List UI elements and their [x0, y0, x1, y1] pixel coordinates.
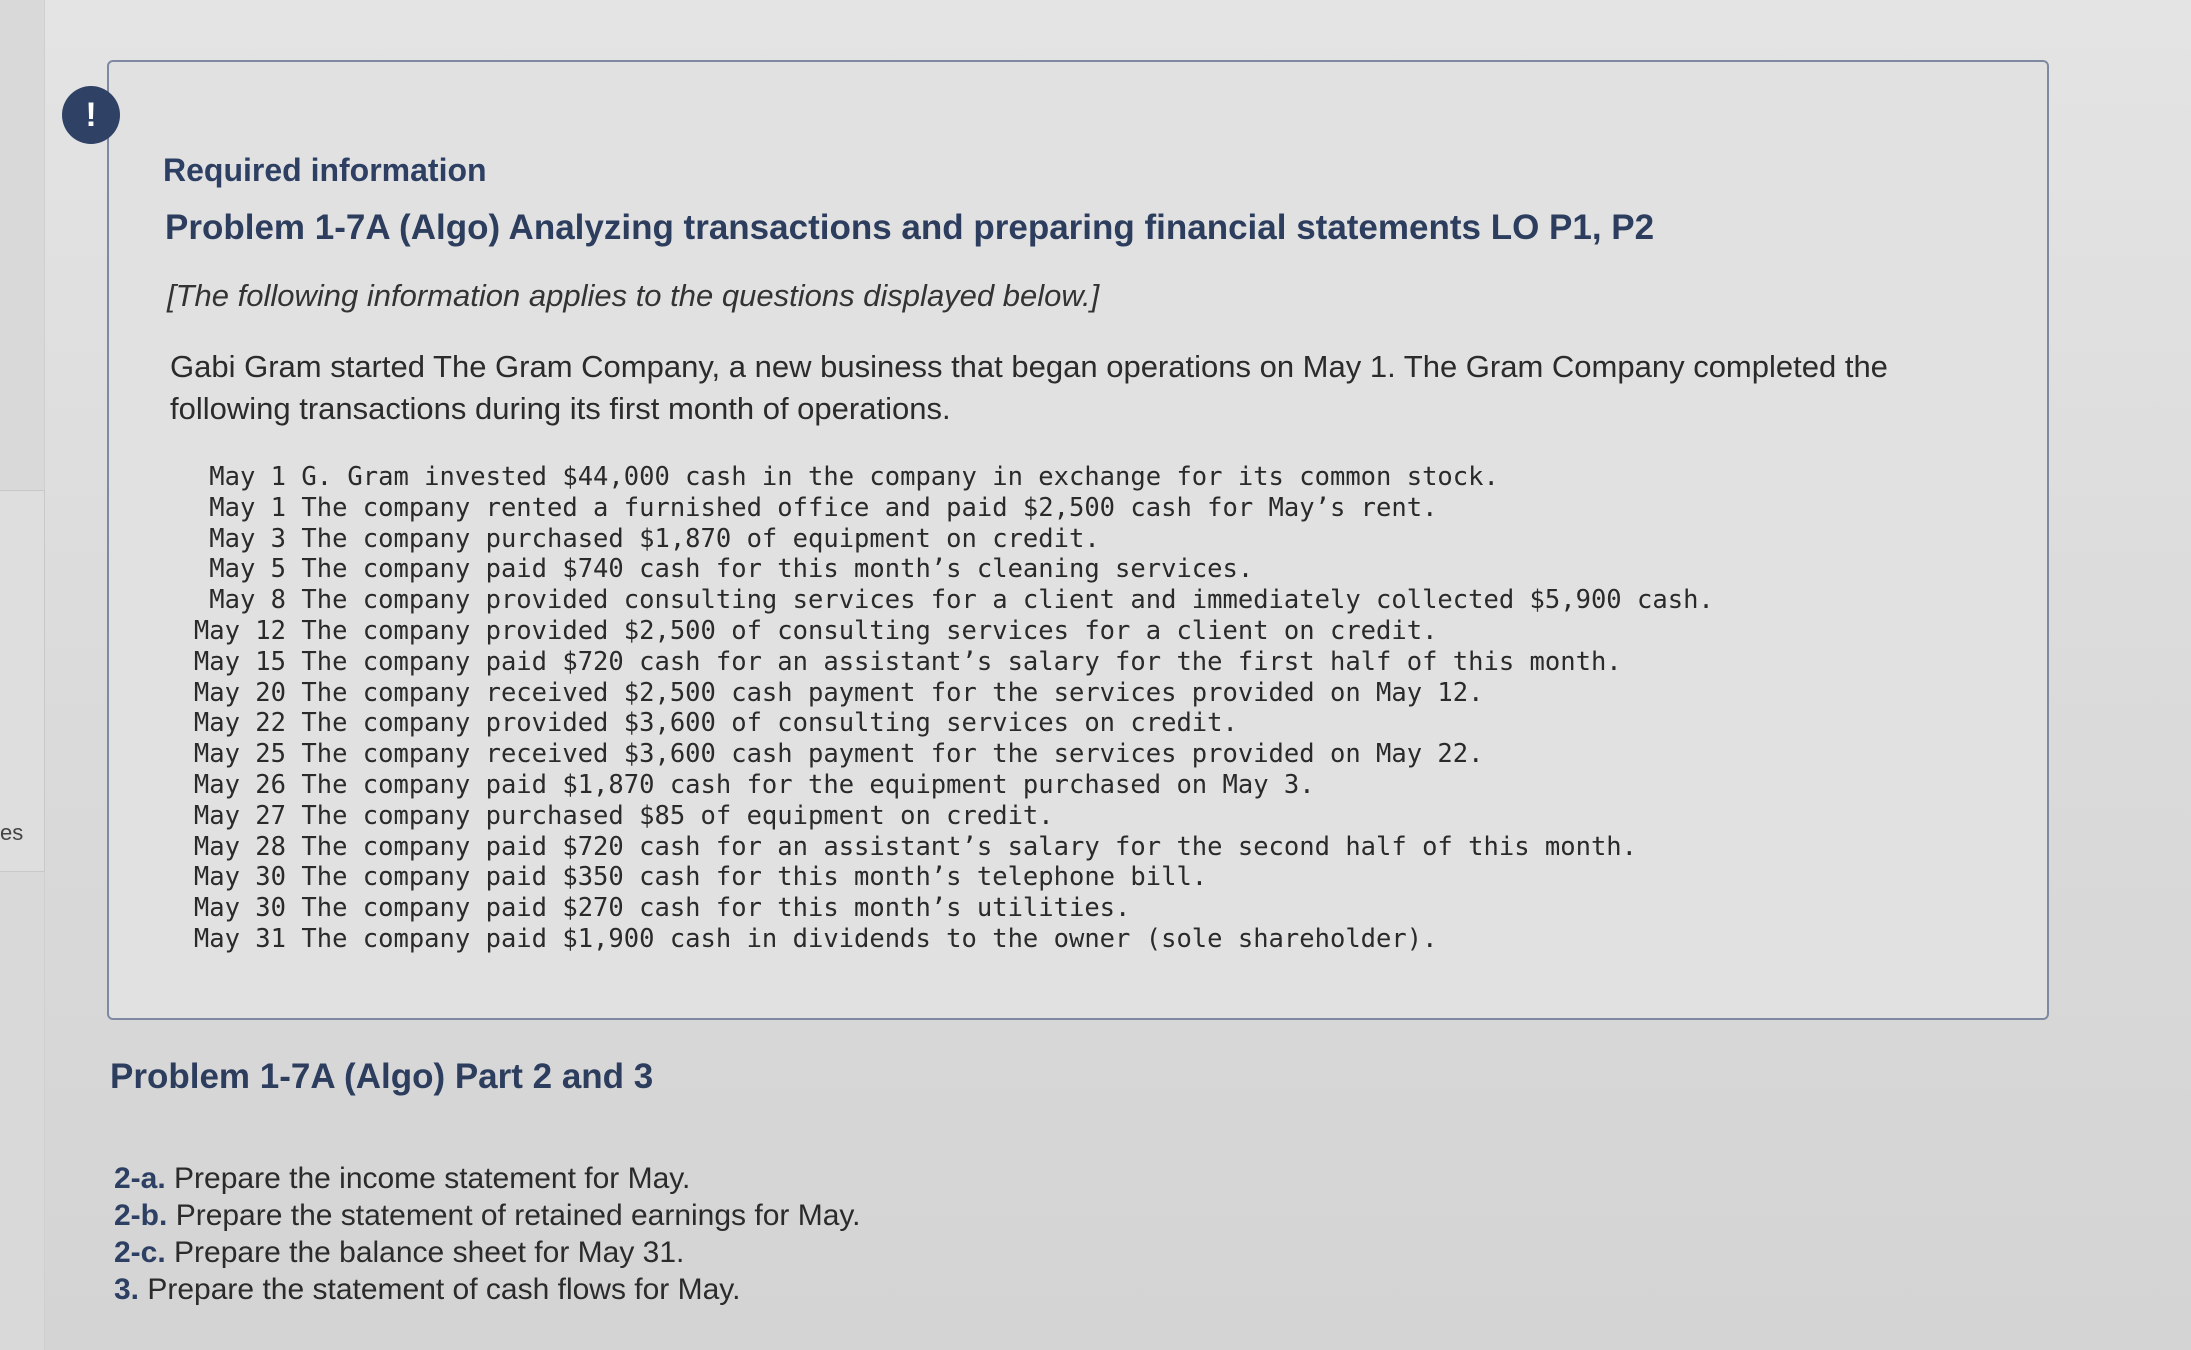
- transaction-row: [178, 678, 1714, 709]
- transaction-date: May 22: [193, 708, 286, 739]
- transaction-date: May 30: [193, 862, 286, 893]
- transaction-text: The company paid $720 cash for an assistant’s salary for the first half of this month.: [301, 646, 1622, 677]
- transaction-text: The company provided $3,600 of consulting services on credit.: [301, 708, 1238, 739]
- left-rail-text: es: [0, 820, 24, 845]
- transaction-text: G. Gram invested $44,000 cash in the company in exchange for its common stock.: [301, 462, 1499, 492]
- transaction-date: May 20: [193, 677, 286, 708]
- transaction-row: [178, 647, 1714, 678]
- transaction-date: May 1: [209, 492, 286, 523]
- task-item: [114, 1234, 861, 1271]
- transaction-text: The company rented a furnished office and paid $2,500 cash for May’s rent.: [301, 492, 1438, 523]
- task-key: 2-c.: [114, 1236, 166, 1269]
- task-item: [114, 1271, 861, 1308]
- transaction-date: May 1: [209, 462, 286, 492]
- task-key: 3.: [114, 1273, 140, 1306]
- left-rail-panel[interactable]: [0, 490, 45, 872]
- transaction-text: The company paid $350 cash for this month’s telephone bill.: [301, 862, 1208, 893]
- transaction-row: [178, 770, 1714, 801]
- task-text: Prepare the statement of cash flows for May.: [147, 1273, 741, 1306]
- transaction-date: May 25: [193, 739, 286, 770]
- transaction-date: May 30: [193, 893, 286, 924]
- task-text: Prepare the income statement for May.: [174, 1162, 691, 1195]
- transaction-text: The company purchased $1,870 of equipment on credit.: [301, 523, 1100, 554]
- transaction-text: The company received $3,600 cash payment for the services provided on May 22.: [301, 739, 1484, 770]
- transaction-text: The company paid $270 cash for this month’s utilities.: [301, 893, 1131, 924]
- transaction-row: [178, 862, 1714, 893]
- transaction-text: The company received $2,500 cash payment for the services provided on May 12.: [301, 677, 1484, 708]
- part-title: Problem 1-7A (Algo) Part 2 and 3: [110, 1057, 654, 1096]
- task-key: 2-b.: [114, 1199, 168, 1232]
- transaction-row: [178, 585, 1714, 616]
- transaction-row: [178, 616, 1714, 647]
- task-item: [114, 1197, 861, 1234]
- task-key: 2-a.: [114, 1162, 166, 1195]
- transaction-row: [178, 893, 1714, 924]
- transaction-date: May 8: [209, 585, 286, 616]
- left-rail: [0, 0, 45, 1350]
- transaction-row: [178, 554, 1714, 585]
- transaction-text: The company purchased $85 of equipment on credit.: [301, 800, 1054, 831]
- transaction-text: The company provided consulting services for a client and immediately collected $5,900 cash.: [301, 585, 1714, 616]
- problem-title: Problem 1-7A (Algo) Analyzing transactions and preparing financial statements LO P1, P2: [165, 208, 1655, 247]
- transaction-row: [178, 462, 1714, 493]
- task-list: [114, 1160, 861, 1308]
- transaction-date: May 5: [209, 554, 286, 585]
- transaction-date: May 28: [193, 831, 286, 862]
- task-text: Prepare the balance sheet for May 31.: [174, 1236, 685, 1269]
- transaction-text: The company paid $1,900 cash in dividends to the owner (sole shareholder).: [301, 923, 1438, 954]
- transaction-text: The company provided $2,500 of consulting services for a client on credit.: [301, 615, 1438, 646]
- transaction-text: The company paid $740 cash for this month’s cleaning services.: [301, 554, 1254, 585]
- task-item: [114, 1160, 861, 1197]
- transaction-row: [178, 739, 1714, 770]
- transaction-text: The company paid $1,870 cash for the equipment purchased on May 3.: [301, 769, 1315, 800]
- transaction-date: May 31: [193, 923, 286, 954]
- transaction-date: May 26: [193, 769, 286, 800]
- transaction-text: The company paid $720 cash for an assistant’s salary for the second half of this month.: [301, 831, 1638, 862]
- transaction-date: May 15: [193, 646, 286, 677]
- intro-paragraph: Gabi Gram started The Gram Company, a new business that began operations on May 1. The Gram Company completed the following transactions during its first month of operations.: [170, 349, 1888, 426]
- transaction-list: [178, 462, 1714, 955]
- alert-icon: !: [62, 86, 120, 144]
- transaction-date: May 27: [193, 800, 286, 831]
- transaction-row: [178, 708, 1714, 739]
- transaction-row: [178, 924, 1714, 955]
- required-information-label: Required information: [163, 152, 487, 188]
- transaction-date: May 3: [209, 523, 286, 554]
- transaction-date: May 12: [193, 615, 286, 646]
- transaction-row: [178, 493, 1714, 524]
- task-text: Prepare the statement of retained earnings for May.: [175, 1199, 861, 1232]
- transaction-row: [178, 801, 1714, 832]
- transaction-row: [178, 524, 1714, 555]
- applies-note: [The following information applies to the questions displayed below.]: [167, 278, 1100, 313]
- transaction-row: [178, 832, 1714, 863]
